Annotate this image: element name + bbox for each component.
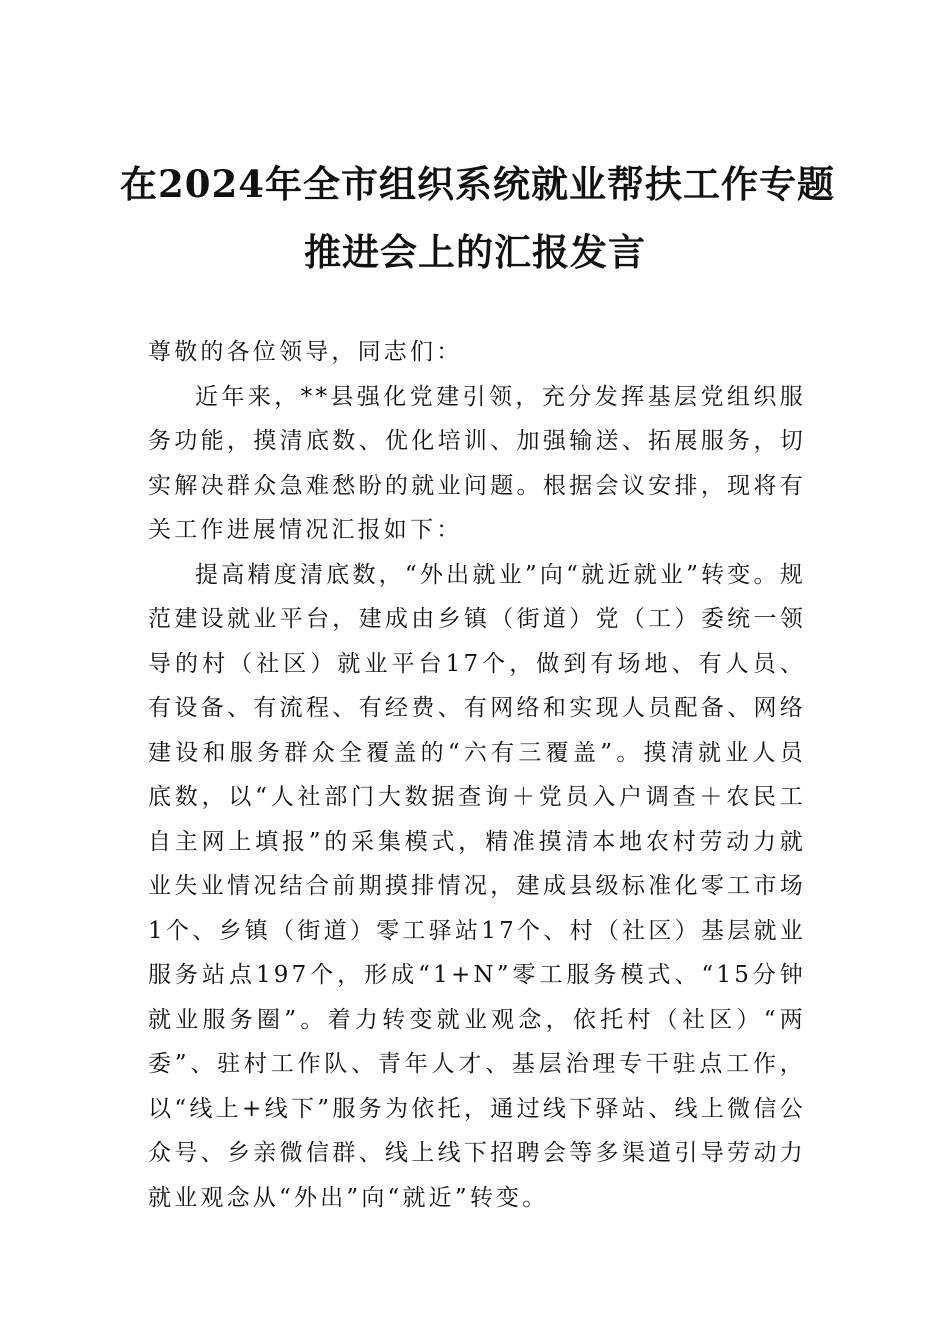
salutation: 尊敬的各位领导，同志们： [148, 339, 463, 365]
document-title-line-2: 推进会上的汇报发言 [304, 230, 646, 274]
paragraph-intro: 近年来，**县强化党建引领，充分发挥基层党组织服务功能，摸清底数、优化培训、加强输送、拓展服务，切实解决群众急难愁盼的就业问题。根据会议安排，现将有关工作进展情况汇报如下： [148, 383, 806, 543]
document-body [148, 330, 806, 1220]
paragraph-employment-platform: 提高精度清底数，“外出就业”向“就近就业”转变。规范建设就业平台，建成由乡镇（街道）党（工）委统一领导的村（社区）就业平台17个，做到有场地、有人员、有设备、有流程、有经费、有网络和实现人员配备、网络建设和服务群众全覆盖的“六有三覆盖”。摸清就业人员底数，以“人社部门大数据查询＋党员入户调查＋农民工自主网上填报”的采集模式，精准摸清本地农村劳动力就业失业情况结合前期摸排情况，建成县级标准化零工市场1个、乡镇（街道）零工驿站17个、村（社区）基层就业服务站点197个，形成“1+N”零工服务模式、“15分钟就业服务圈”。着力转变就业观念，依托村（社区）“两委”、驻村工作队、青年人才、基层治理专干驻点工作，以“线上+线下”服务为依托，通过线下驿站、线上微信公众号、乡亲微信群、线上线下招聘会等多渠道引导劳动力就业观念从“外出”向“就近”转变。 [148, 561, 806, 1211]
document-title-line-1: 在2024年全市组织系统就业帮扶工作专题 [120, 162, 835, 206]
